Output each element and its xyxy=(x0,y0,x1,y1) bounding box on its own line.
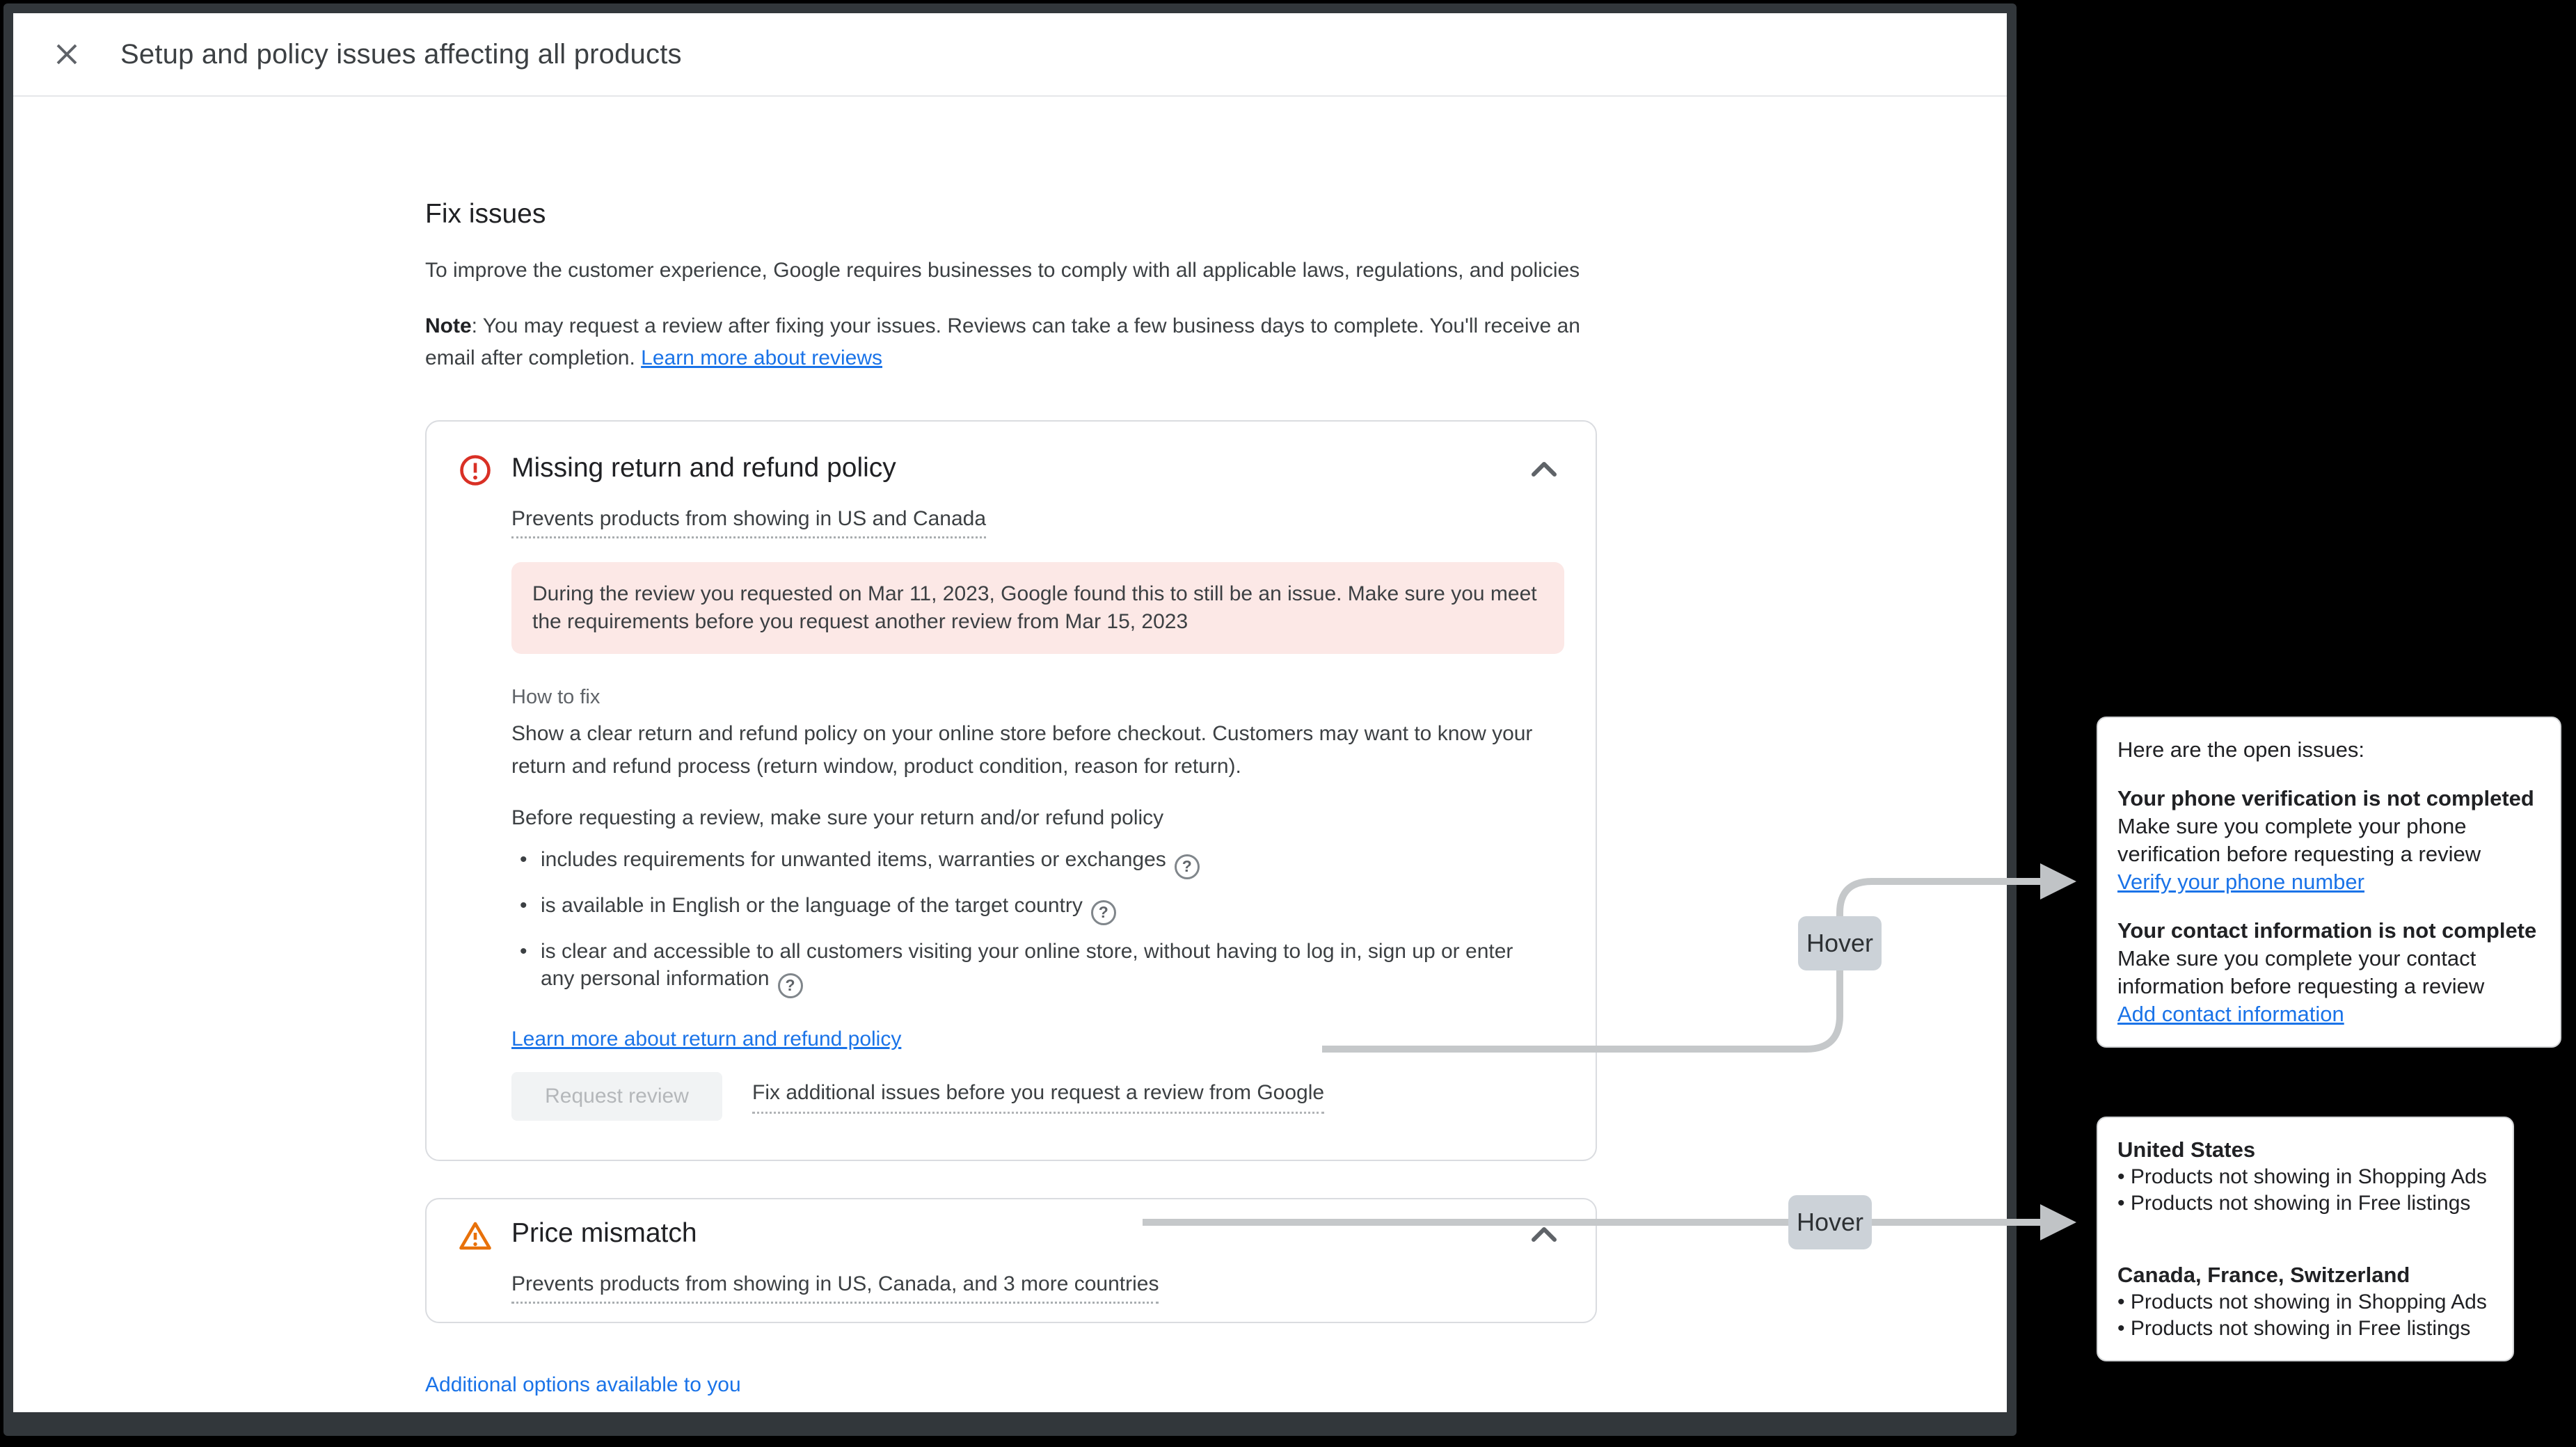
dialog-content xyxy=(13,97,2007,1397)
tooltip-body: Make sure you complete your contact information before requesting a review xyxy=(2117,946,2485,998)
chevron-up-icon[interactable] xyxy=(1529,1223,1559,1247)
tooltip-section-canada xyxy=(2117,1261,2492,1342)
help-icon[interactable] xyxy=(778,973,803,998)
intro-description: To improve the customer experience, Google requires businesses to comply with all applicable laws, regulations, and policies xyxy=(425,258,1580,282)
checklist-intro: Before requesting a review, make sure your return and/or refund policy xyxy=(511,806,1164,830)
checklist-item-text: is clear and accessible to all customers visiting your online store, without having to log in, sign up or enter any personal information xyxy=(541,940,1513,990)
help-icon[interactable] xyxy=(1091,900,1116,925)
checklist-item-text: includes requirements for unwanted items, warranties or exchanges xyxy=(541,848,1166,872)
issue-card-header xyxy=(459,1217,1564,1304)
issue-card-missing-return-policy xyxy=(425,420,1597,1161)
checklist-item xyxy=(511,846,1513,879)
tooltip-spacer xyxy=(2117,1217,2492,1240)
tooltip-section-phone xyxy=(2117,785,2542,896)
issue-card-price-mismatch xyxy=(425,1198,1597,1324)
checklist-item xyxy=(511,892,1513,925)
tooltip-bullet: • Products not showing in Free listings xyxy=(2117,1190,2492,1217)
tooltip-intro: Here are the open issues: xyxy=(2117,737,2364,762)
checklist xyxy=(511,846,1564,998)
page-title: Setup and policy issues affecting all products xyxy=(120,38,682,70)
tooltip-bullet: • Products not showing in Shopping Ads xyxy=(2117,1164,2492,1190)
how-to-fix-label: How to fix xyxy=(511,686,601,709)
warning-triangle-icon xyxy=(459,1219,492,1252)
issue-subtitle-hover-trigger[interactable]: Prevents products from showing in US, Canada, and 3 more countries xyxy=(511,1270,1159,1304)
tooltip-section-contact xyxy=(2117,917,2542,1028)
checklist-item-text: is available in English or the language of the target country xyxy=(541,894,1083,918)
help-icon[interactable] xyxy=(1175,854,1200,879)
chevron-up-icon[interactable] xyxy=(1529,458,1559,481)
fix-additional-issues-hover-trigger[interactable]: Fix additional issues before you request a review from Google xyxy=(752,1079,1324,1114)
tooltip-heading: Canada, France, Switzerland xyxy=(2117,1263,2410,1287)
countries-tooltip xyxy=(2097,1117,2514,1361)
hover-label-chip: Hover xyxy=(1798,916,1882,970)
checklist-item xyxy=(511,938,1513,998)
close-icon[interactable] xyxy=(51,38,83,70)
issue-card-titles xyxy=(511,1217,1515,1304)
tooltip-bullets xyxy=(2117,1289,2492,1342)
tooltip-bullets xyxy=(2117,1164,2492,1217)
intro-note xyxy=(425,310,1601,375)
learn-more-return-policy-link[interactable]: Learn more about return and refund policy xyxy=(511,1027,902,1050)
verify-phone-link[interactable]: Verify your phone number xyxy=(2117,870,2364,894)
additional-options-link[interactable]: Additional options available to you xyxy=(425,1373,741,1397)
help-glyph: ? xyxy=(785,976,795,994)
issue-card-titles xyxy=(511,452,1515,539)
review-alert-banner: During the review you requested on Mar 11, 2023, Google found this to still be an issue. Make sure you meet the requirements before you request another review from Mar 15, 2023 xyxy=(511,562,1564,654)
help-glyph: ? xyxy=(1098,903,1108,922)
help-glyph: ? xyxy=(1182,857,1192,876)
dialog-titlebar xyxy=(13,13,2007,97)
how-to-fix-body: Show a clear return and refund policy on your online store before checkout. Customers may want to know your return and refund process (return window, product condition, reason for return). xyxy=(511,722,1533,778)
tooltip-heading: Your phone verification is not completed xyxy=(2117,786,2534,810)
add-contact-link[interactable]: Add contact information xyxy=(2117,1002,2344,1026)
request-review-button[interactable]: Request review xyxy=(511,1072,722,1121)
tooltip-section-us xyxy=(2117,1136,2492,1217)
arrowhead-top xyxy=(2040,863,2076,900)
tooltip-heading: United States xyxy=(2117,1137,2256,1162)
issue-card-body xyxy=(511,562,1564,1121)
error-circle-icon xyxy=(459,454,492,487)
tooltip-bullet: • Products not showing in Free listings xyxy=(2117,1316,2492,1342)
tooltip-body: Make sure you complete your phone verification before requesting a review xyxy=(2117,814,2481,866)
tooltip-bullet: • Products not showing in Shopping Ads xyxy=(2117,1289,2492,1316)
issue-title: Missing return and refund policy xyxy=(511,452,896,483)
request-review-row xyxy=(511,1072,1564,1121)
open-issues-tooltip xyxy=(2097,717,2561,1048)
tooltip-heading: Your contact information is not complete xyxy=(2117,918,2537,943)
dialog-window xyxy=(3,3,2017,1436)
issue-subtitle-hover-trigger[interactable]: Prevents products from showing in US and Canada xyxy=(511,505,986,539)
note-label: Note xyxy=(425,314,472,337)
hover-label-chip: Hover xyxy=(1788,1195,1872,1249)
issue-title: Price mismatch xyxy=(511,1217,697,1248)
fix-issues-heading: Fix issues xyxy=(425,199,546,229)
arrowhead-bottom xyxy=(2040,1204,2076,1240)
issue-card-header xyxy=(459,452,1564,539)
note-text: : You may request a review after fixing your issues. Reviews can take a few business days to complete. You'll receive an email after completion. xyxy=(425,314,1580,370)
learn-more-reviews-link[interactable]: Learn more about reviews xyxy=(641,346,882,370)
